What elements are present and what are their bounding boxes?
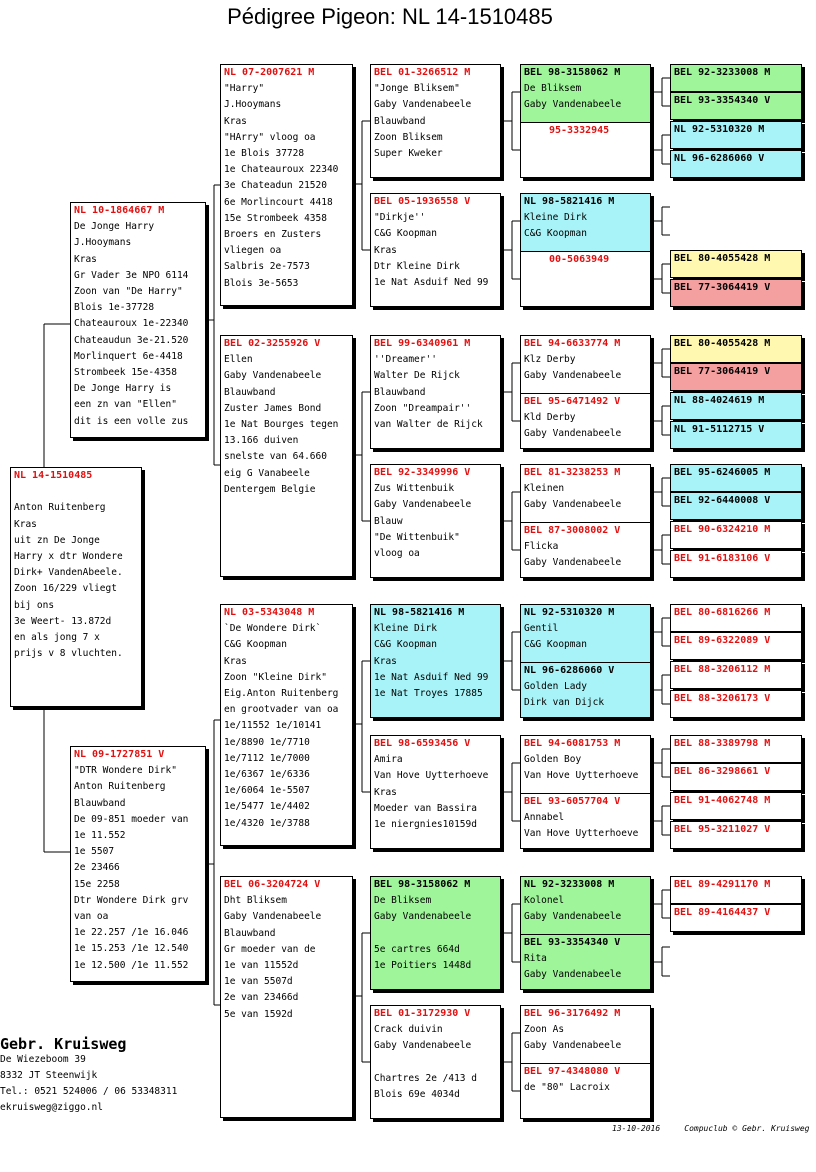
detail-line: Blauwband bbox=[74, 797, 126, 809]
ring-id: NL 98-5821416 M bbox=[374, 607, 465, 618]
dam-card[interactable] bbox=[70, 746, 206, 982]
detail-line: 1e 22.257 /1e 16.046 bbox=[74, 927, 189, 939]
ring-id: BEL 01-3266512 M bbox=[374, 67, 471, 78]
gen4-dam[interactable] bbox=[521, 522, 650, 578]
detail-line: Chateauroux 1e-22340 bbox=[74, 318, 189, 330]
ring-id: BEL 98-6593456 V bbox=[374, 738, 471, 749]
detail-line: Kras bbox=[374, 786, 397, 798]
ring-id: BEL 98-3158062 M bbox=[524, 67, 621, 78]
detail-line: 1e/5477 1e/4402 bbox=[224, 801, 310, 813]
detail-line: en als jong 7 x bbox=[14, 632, 100, 644]
gen4-pair-card-7[interactable] bbox=[520, 876, 651, 990]
great-grandparent-details bbox=[374, 1022, 497, 1103]
detail-line: Gaby Vandenabeele bbox=[524, 969, 622, 981]
detail-line: Anton Ruitenberg bbox=[14, 502, 106, 514]
detail-line: van Walter de Rijck bbox=[374, 419, 483, 431]
detail-line: een zn van "Ellen" bbox=[74, 399, 177, 411]
page-title: Pédigree Pigeon: NL 14-1510485 bbox=[227, 4, 553, 29]
gen4-sire[interactable] bbox=[521, 465, 650, 522]
dam-id: NL 09-1727851 V bbox=[74, 749, 165, 760]
ring-id: BEL 06-3204724 V bbox=[224, 879, 321, 890]
ring-id: NL 92-5310320 M bbox=[674, 124, 765, 135]
gen5-card-12[interactable] bbox=[670, 421, 802, 449]
breeder-info bbox=[0, 1036, 177, 1116]
detail-line: Super Kweker bbox=[374, 148, 443, 160]
gen4-sire[interactable] bbox=[521, 736, 650, 793]
detail-line: Anton Ruitenberg bbox=[74, 781, 166, 793]
detail-line: Gaby Vandenabeele bbox=[374, 99, 472, 111]
detail-line: 1e/6367 1e/6336 bbox=[224, 769, 310, 781]
detail-line: Zoon "Kleine Dirk" bbox=[224, 671, 327, 683]
detail-line: 1e/7112 1e/7000 bbox=[224, 752, 310, 764]
detail-line: 2e 23466 bbox=[74, 862, 120, 874]
gen4-dam[interactable] bbox=[521, 1063, 650, 1119]
great-grandparent-details bbox=[374, 81, 497, 162]
detail-line: dit is een volle zus bbox=[74, 415, 189, 427]
gen5-card-16[interactable] bbox=[670, 550, 802, 578]
detail-line: 1e niergnies10159d bbox=[374, 819, 477, 831]
detail-line: De Bliksem bbox=[374, 895, 432, 907]
detail-line: Zoon van "De Harry" bbox=[74, 286, 183, 298]
grandparent-details bbox=[224, 352, 349, 498]
detail-line: Gaby Vandenabeele bbox=[524, 1040, 622, 1052]
gen4-sire[interactable] bbox=[521, 877, 650, 934]
ring-id: NL 07-2007621 M bbox=[224, 67, 315, 78]
great-grandparent-card-2[interactable] bbox=[370, 193, 501, 307]
detail-line: Gaby Vandenabeele bbox=[524, 428, 622, 440]
gen5-card-7[interactable] bbox=[670, 250, 802, 278]
gen5-card-26[interactable] bbox=[670, 904, 802, 932]
ring-id: NL 03-5343048 M bbox=[224, 607, 315, 618]
detail-line: C&G Koopman bbox=[524, 228, 587, 240]
gen4-sire[interactable] bbox=[521, 65, 650, 122]
detail-line: Gaby Vandenabeele bbox=[524, 557, 622, 569]
ring-id: BEL 95-3211027 V bbox=[674, 824, 771, 835]
breeder-phone: Tel.: 0521 524006 / 06 53348311 bbox=[0, 1086, 178, 1097]
dam-details bbox=[74, 763, 202, 974]
detail-line: Gaby Vandenabeele bbox=[224, 370, 322, 382]
gen5-card-21[interactable] bbox=[670, 735, 802, 763]
grandparent-card-2[interactable] bbox=[220, 335, 353, 577]
great-grandparent-details bbox=[374, 210, 497, 291]
detail-line: 1e Nat Bourges tegen bbox=[224, 419, 339, 431]
detail-line: Van Hove Uytterhoeve bbox=[374, 770, 489, 782]
detail-line: Gr Vader 3e NPO 6114 bbox=[74, 269, 189, 281]
detail-line: Zoon As bbox=[524, 1024, 565, 1036]
detail-line: Kras bbox=[374, 655, 397, 667]
breeder-name: Gebr. Kruisweg bbox=[0, 1035, 127, 1053]
gen4-dam[interactable] bbox=[521, 122, 650, 178]
detail-line: 3e Chateadun 21520 bbox=[224, 180, 327, 192]
ring-id: BEL 87-3008002 V bbox=[524, 525, 621, 536]
gen4-dam[interactable] bbox=[521, 934, 650, 990]
detail-line: Salbris 2e-7573 bbox=[224, 261, 310, 273]
great-grandparent-details bbox=[374, 352, 497, 433]
detail-line: Gaby Vandenabeele bbox=[374, 499, 472, 511]
grandparent-card-3[interactable] bbox=[220, 604, 353, 846]
ring-id: NL 98-5821416 M bbox=[524, 196, 615, 207]
detail-line: Ellen bbox=[224, 354, 253, 366]
great-grandparent-details bbox=[374, 893, 497, 974]
detail-line: 1e van 11552d bbox=[224, 960, 299, 972]
detail-line: Dirk van Dijck bbox=[524, 697, 605, 709]
ring-id: BEL 94-6633774 M bbox=[524, 338, 621, 349]
detail-line: Gaby Vandenabeele bbox=[374, 1040, 472, 1052]
sire-card[interactable] bbox=[70, 202, 206, 438]
detail-line: de "80" Lacroix bbox=[524, 1082, 610, 1094]
ring-id: BEL 01-3172930 V bbox=[374, 1008, 471, 1019]
detail-line: Amira bbox=[374, 754, 403, 766]
detail-line: Gentil bbox=[524, 623, 559, 635]
detail-line: De Jonge Harry is bbox=[74, 383, 172, 395]
ring-id: BEL 89-4291170 M bbox=[674, 879, 771, 890]
gen4-pair-card-3[interactable] bbox=[520, 335, 651, 449]
gen4-dam[interactable] bbox=[521, 662, 650, 718]
detail-line: Zuster James Bond bbox=[224, 402, 322, 414]
detail-line: "DTR Wondere Dirk" bbox=[74, 765, 177, 777]
ring-id: BEL 95-6471492 V bbox=[524, 396, 621, 407]
ring-id: NL 96-6286060 V bbox=[524, 665, 615, 676]
detail-line: 1e Poitiers 1448d bbox=[374, 960, 472, 972]
ring-id: BEL 95-6246005 M bbox=[674, 467, 771, 478]
ring-id: BEL 91-6183106 V bbox=[674, 553, 771, 564]
detail-line: 5e cartres 664d bbox=[374, 943, 460, 955]
great-grandparent-card-7[interactable] bbox=[370, 876, 501, 990]
gen4-pair-card-6[interactable] bbox=[520, 735, 651, 849]
gen5-card-3[interactable] bbox=[670, 121, 802, 149]
detail-line: Blois 69e 4034d bbox=[374, 1089, 460, 1101]
detail-line: 1e Nat Asduif Ned 99 bbox=[374, 671, 489, 683]
detail-line: Annabel bbox=[524, 812, 565, 824]
detail-line: Flicka bbox=[524, 541, 559, 553]
subject-card[interactable] bbox=[10, 467, 142, 707]
detail-line: eig G Vanabeele bbox=[224, 467, 310, 479]
gen5-card-20[interactable] bbox=[670, 690, 802, 718]
detail-line: 1e Blois 37728 bbox=[224, 148, 305, 160]
ring-id: BEL 90-6324210 M bbox=[674, 524, 771, 535]
detail-line: Dentergem Belgie bbox=[224, 483, 316, 495]
detail-line: vliegen oa bbox=[224, 245, 282, 257]
ring-id: BEL 81-3238253 M bbox=[524, 467, 621, 478]
gen5-card-10[interactable] bbox=[670, 363, 802, 391]
grandparent-details bbox=[224, 81, 349, 292]
detail-line: Crack duivin bbox=[374, 1024, 443, 1036]
sire-id: NL 10-1864667 M bbox=[74, 205, 165, 216]
ring-id: BEL 88-3206112 M bbox=[674, 664, 771, 675]
detail-line: 1e/4320 1e/3788 bbox=[224, 817, 310, 829]
detail-line: Dtr Wondere Dirk grv bbox=[74, 894, 189, 906]
great-grandparent-details bbox=[374, 481, 497, 562]
footer-date: 13-10-2016 bbox=[612, 1124, 661, 1133]
gen5-card-22[interactable] bbox=[670, 763, 802, 791]
detail-line: Van Hove Uytterhoeve bbox=[524, 828, 639, 840]
gen4-pair-card-2[interactable] bbox=[520, 193, 651, 307]
gen4-pair-card-5[interactable] bbox=[520, 604, 651, 718]
detail-line: Zoon "Dreampair'' bbox=[374, 402, 472, 414]
great-grandparent-card-6[interactable] bbox=[370, 735, 501, 849]
detail-line: 1e 5507 bbox=[74, 846, 115, 858]
grandparent-details bbox=[224, 893, 349, 1023]
detail-line: Kleine Dirk bbox=[524, 212, 587, 224]
ring-id: BEL 97-4348080 V bbox=[524, 1066, 621, 1077]
detail-line: Dht Bliksem bbox=[224, 895, 287, 907]
gen5-card-8[interactable] bbox=[670, 279, 802, 307]
detail-line: 1e van 5507d bbox=[224, 976, 293, 988]
gen5-card-1[interactable] bbox=[670, 64, 802, 92]
detail-line: "De Wittenbuik" bbox=[374, 531, 460, 543]
gen5-card-25[interactable] bbox=[670, 876, 802, 904]
detail-line: Zoon Bliksem bbox=[374, 131, 443, 143]
subject-id: NL 14-1510485 bbox=[14, 470, 93, 481]
ring-id: BEL 98-3158062 M bbox=[374, 879, 471, 890]
gen4-sire[interactable] bbox=[521, 605, 650, 662]
detail-line: prijs v 8 vluchten. bbox=[14, 648, 123, 660]
gen4-dam[interactable] bbox=[521, 793, 650, 849]
footer bbox=[612, 1124, 810, 1133]
detail-line: 1e Nat Troyes 17885 bbox=[374, 688, 483, 700]
breeder-city: 8332 JT Steenwijk bbox=[0, 1070, 98, 1081]
gen4-dam[interactable] bbox=[521, 251, 650, 307]
detail-line: Zoon 16/229 vliegt bbox=[14, 583, 117, 595]
ring-id: NL 91-5112715 V bbox=[674, 424, 765, 435]
gen5-card-15[interactable] bbox=[670, 521, 802, 549]
detail-line: 1e/8890 1e/7710 bbox=[224, 736, 310, 748]
detail-line: 2e van 23466d bbox=[224, 992, 299, 1004]
detail-line: Blauwband bbox=[224, 927, 276, 939]
detail-line: Van Hove Uytterhoeve bbox=[524, 770, 639, 782]
ring-id: BEL 77-3064419 V bbox=[674, 282, 771, 293]
detail-line: C&G Koopman bbox=[524, 639, 587, 651]
gen4-dam[interactable] bbox=[521, 393, 650, 449]
detail-line: "HArry" vloog oa bbox=[224, 131, 316, 143]
great-grandparent-card-1[interactable] bbox=[370, 64, 501, 178]
detail-line: Harry x dtr Wondere bbox=[14, 551, 123, 563]
detail-line: Gaby Vandenabeele bbox=[374, 911, 472, 923]
ring-id: BEL 99-6340961 M bbox=[374, 338, 471, 349]
detail-line: Golden Boy bbox=[524, 754, 582, 766]
detail-line: 13.166 duiven bbox=[224, 435, 299, 447]
detail-line: Dirk+ VandenAbeele. bbox=[14, 567, 123, 579]
detail-line: Kolonel bbox=[524, 895, 565, 907]
footer-credit: Compuclub © Gebr. Kruisweg bbox=[684, 1124, 810, 1133]
ring-id: BEL 92-6440008 V bbox=[674, 495, 771, 506]
ring-id: NL 88-4024619 M bbox=[674, 395, 765, 406]
ring-id: BEL 02-3255926 V bbox=[224, 338, 321, 349]
detail-line: 1e Chateauroux 22340 bbox=[224, 164, 339, 176]
detail-line: Blois 3e-5653 bbox=[224, 277, 299, 289]
gen5-card-23[interactable] bbox=[670, 792, 802, 820]
ring-id: BEL 80-6816266 M bbox=[674, 607, 771, 618]
detail-line: vloog oa bbox=[374, 548, 420, 560]
ring-id: BEL 88-3206173 V bbox=[674, 693, 771, 704]
detail-line: De 09-851 moeder van bbox=[74, 813, 189, 825]
detail-line: Kleine Dirk bbox=[374, 623, 437, 635]
detail-line: Broers en Zusters bbox=[224, 229, 322, 241]
detail-line: Blauwband bbox=[374, 386, 426, 398]
gen4-pair-card-4[interactable] bbox=[520, 464, 651, 578]
ring-id: BEL 05-1936558 V bbox=[374, 196, 471, 207]
detail-line: Chartres 2e /413 d bbox=[374, 1072, 477, 1084]
detail-line: Eig.Anton Ruitenberg bbox=[224, 688, 339, 700]
detail-line: 15e 2258 bbox=[74, 878, 120, 890]
gen4-dam-ring: 95-3332945 bbox=[549, 125, 610, 136]
grandparent-card-4[interactable] bbox=[220, 876, 353, 1118]
ring-id: BEL 80-4055428 M bbox=[674, 253, 771, 264]
sire-details bbox=[74, 219, 202, 430]
detail-line: Blauw bbox=[374, 515, 403, 527]
detail-line: Gr moeder van de bbox=[224, 943, 316, 955]
detail-line: 1e/11552 1e/10141 bbox=[224, 720, 322, 732]
detail-line: C&G Koopman bbox=[224, 639, 287, 651]
detail-line: 1e 12.500 /1e 11.552 bbox=[74, 959, 189, 971]
detail-line: Gaby Vandenabeele bbox=[524, 99, 622, 111]
detail-line: Kras bbox=[374, 244, 397, 256]
ring-id: BEL 89-6322089 V bbox=[674, 635, 771, 646]
detail-line: Strombeek 15e-4358 bbox=[74, 367, 177, 379]
detail-line: J.Hooymans bbox=[224, 99, 282, 111]
detail-line: "Dirkje'' bbox=[374, 212, 426, 224]
detail-line: 5e van 1592d bbox=[224, 1008, 293, 1020]
ring-id: BEL 92-3233008 M bbox=[674, 67, 771, 78]
gen5-card-4[interactable] bbox=[670, 150, 802, 178]
detail-line: en grootvader van oa bbox=[224, 704, 339, 716]
ring-id: BEL 80-4055428 M bbox=[674, 338, 771, 349]
detail-line: 1e 11.552 bbox=[74, 830, 126, 842]
gen4-pair-card-1[interactable] bbox=[520, 64, 651, 178]
gen5-card-24[interactable] bbox=[670, 821, 802, 849]
subject-details bbox=[14, 484, 138, 662]
detail-line: Kleinen bbox=[524, 483, 565, 495]
detail-line: snelste van 64.660 bbox=[224, 451, 327, 463]
ring-id: NL 92-3233008 M bbox=[524, 879, 615, 890]
detail-line: De Bliksem bbox=[524, 83, 582, 95]
detail-line: Blois 1e-37728 bbox=[74, 302, 155, 314]
detail-line: Blauwband bbox=[374, 115, 426, 127]
detail-line: Rita bbox=[524, 953, 547, 965]
ring-id: BEL 93-3354340 V bbox=[674, 95, 771, 106]
gen4-sire[interactable] bbox=[521, 1006, 650, 1063]
great-grandparent-details bbox=[374, 752, 497, 833]
detail-line: 1e/6064 1e-5507 bbox=[224, 785, 310, 797]
gen5-card-9[interactable] bbox=[670, 335, 802, 363]
detail-line: Dtr Kleine Dirk bbox=[374, 260, 460, 272]
ring-id: BEL 88-3389798 M bbox=[674, 738, 771, 749]
detail-line: `De Wondere Dirk` bbox=[224, 623, 322, 635]
great-grandparent-card-8[interactable] bbox=[370, 1005, 501, 1119]
detail-line: Kld Derby bbox=[524, 412, 576, 424]
detail-line: 1e Nat Asduif Ned 99 bbox=[374, 277, 489, 289]
detail-line: 6e Morlincourt 4418 bbox=[224, 196, 333, 208]
great-grandparent-card-5[interactable] bbox=[370, 604, 501, 718]
gen4-sire[interactable] bbox=[521, 336, 650, 393]
detail-line: J.Hooymans bbox=[74, 237, 132, 249]
ring-id: BEL 92-3349996 V bbox=[374, 467, 471, 478]
detail-line: C&G Koopman bbox=[374, 639, 437, 651]
ring-id: BEL 89-4164437 V bbox=[674, 907, 771, 918]
great-grandparent-details bbox=[374, 621, 497, 702]
detail-line: ''Dreamer'' bbox=[374, 354, 437, 366]
detail-line: 15e Strombeek 4358 bbox=[224, 212, 327, 224]
grandparent-card-1[interactable] bbox=[220, 64, 353, 306]
detail-line: Gaby Vandenabeele bbox=[524, 499, 622, 511]
ring-id: BEL 91-4062748 M bbox=[674, 795, 771, 806]
grandparent-details bbox=[224, 621, 349, 832]
gen5-card-14[interactable] bbox=[670, 492, 802, 520]
detail-line: Klz Derby bbox=[524, 354, 576, 366]
ring-id: BEL 93-6057704 V bbox=[524, 796, 621, 807]
detail-line bbox=[374, 1055, 497, 1071]
detail-line: 3e Weert- 13.872d bbox=[14, 615, 112, 627]
gen4-dam-ring: 00-5063949 bbox=[549, 254, 610, 265]
detail-line: Moeder van Bassira bbox=[374, 802, 477, 814]
gen5-card-18[interactable] bbox=[670, 632, 802, 660]
detail-line bbox=[14, 484, 138, 500]
detail-line: C&G Koopman bbox=[374, 228, 437, 240]
detail-line: Walter De Rijck bbox=[374, 370, 460, 382]
detail-line: uit zn De Jonge bbox=[14, 534, 100, 546]
breeder-email[interactable]: ekruisweg@ziggo.nl bbox=[0, 1102, 103, 1113]
gen4-sire[interactable] bbox=[521, 194, 650, 251]
detail-line: Golden Lady bbox=[524, 681, 587, 693]
gen4-pair-card-8[interactable] bbox=[520, 1005, 651, 1119]
gen5-card-19[interactable] bbox=[670, 661, 802, 689]
detail-line: Gaby Vandenabeele bbox=[224, 911, 322, 923]
detail-line: Kras bbox=[224, 655, 247, 667]
detail-line: Morlinquert 6e-4418 bbox=[74, 350, 183, 362]
detail-line: 1e 15.253 /1e 12.540 bbox=[74, 943, 189, 955]
detail-line: van oa bbox=[74, 911, 109, 923]
detail-line: "Jonge Bliksem" bbox=[374, 83, 460, 95]
ring-id: NL 92-5310320 M bbox=[524, 607, 615, 618]
ring-id: BEL 77-3064419 V bbox=[674, 366, 771, 377]
detail-line: Chateaudun 3e-21.520 bbox=[74, 334, 189, 346]
breeder-address: De Wiezeboom 39 bbox=[0, 1054, 86, 1065]
gen5-card-2[interactable] bbox=[670, 92, 802, 120]
detail-line: Kras bbox=[74, 253, 97, 265]
detail-line: Kras bbox=[224, 115, 247, 127]
detail-line: Kras bbox=[14, 518, 37, 530]
detail-line bbox=[374, 926, 497, 942]
detail-line: Blauwband bbox=[224, 386, 276, 398]
detail-line: bij ons bbox=[14, 599, 55, 611]
detail-line: De Jonge Harry bbox=[74, 221, 155, 233]
ring-id: BEL 93-3354340 V bbox=[524, 937, 621, 948]
detail-line: Gaby Vandenabeele bbox=[524, 911, 622, 923]
detail-line: Gaby Vandenabeele bbox=[524, 370, 622, 382]
ring-id: NL 96-6286060 V bbox=[674, 153, 765, 164]
ring-id: BEL 94-6081753 M bbox=[524, 738, 621, 749]
gen5-card-13[interactable] bbox=[670, 464, 802, 492]
gen5-card-11[interactable] bbox=[670, 392, 802, 420]
detail-line: Zus Wittenbuik bbox=[374, 483, 455, 495]
great-grandparent-card-3[interactable] bbox=[370, 335, 501, 449]
ring-id: BEL 96-3176492 M bbox=[524, 1008, 621, 1019]
gen5-card-17[interactable] bbox=[670, 604, 802, 632]
detail-line: "Harry" bbox=[224, 83, 265, 95]
ring-id: BEL 86-3298661 V bbox=[674, 766, 771, 777]
great-grandparent-card-4[interactable] bbox=[370, 464, 501, 578]
